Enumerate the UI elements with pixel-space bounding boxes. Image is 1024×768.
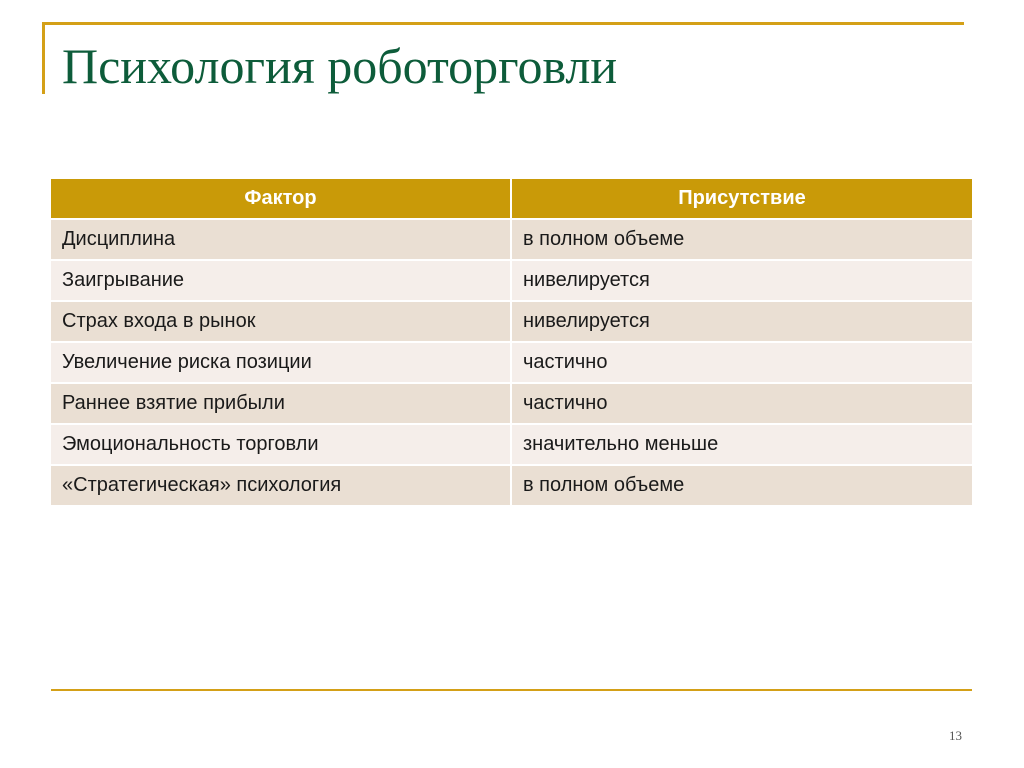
factor-cell: Страх входа в рынок bbox=[51, 301, 511, 342]
factor-cell: Увеличение риска позиции bbox=[51, 342, 511, 383]
factor-cell: «Стратегическая» психология bbox=[51, 465, 511, 506]
frame-top-line bbox=[42, 22, 964, 25]
factor-cell: Заигрывание bbox=[51, 260, 511, 301]
presence-cell: частично bbox=[511, 383, 972, 424]
factor-table bbox=[51, 179, 972, 507]
table-row bbox=[51, 342, 972, 383]
table-row bbox=[51, 219, 972, 260]
presence-cell: в полном объеме bbox=[511, 465, 972, 506]
presence-cell: нивелируется bbox=[511, 301, 972, 342]
footer-divider bbox=[51, 689, 972, 691]
factor-cell: Дисциплина bbox=[51, 219, 511, 260]
factor-cell: Раннее взятие прибыли bbox=[51, 383, 511, 424]
header-presence: Присутствие bbox=[511, 179, 972, 219]
presence-cell: частично bbox=[511, 342, 972, 383]
frame-left-line bbox=[42, 22, 45, 94]
table-row bbox=[51, 301, 972, 342]
presence-cell: значительно меньше bbox=[511, 424, 972, 465]
table-header-row bbox=[51, 179, 972, 219]
factor-cell: Эмоциональность торговли bbox=[51, 424, 511, 465]
table-row bbox=[51, 383, 972, 424]
slide-title: Психология роботорговли bbox=[62, 38, 618, 94]
page-number: 13 bbox=[949, 728, 962, 743]
table-row bbox=[51, 260, 972, 301]
header-factor: Фактор bbox=[51, 179, 511, 219]
factor-table-container bbox=[51, 179, 972, 507]
presence-cell: в полном объеме bbox=[511, 219, 972, 260]
presence-cell: нивелируется bbox=[511, 260, 972, 301]
table-row bbox=[51, 465, 972, 506]
table-row bbox=[51, 424, 972, 465]
